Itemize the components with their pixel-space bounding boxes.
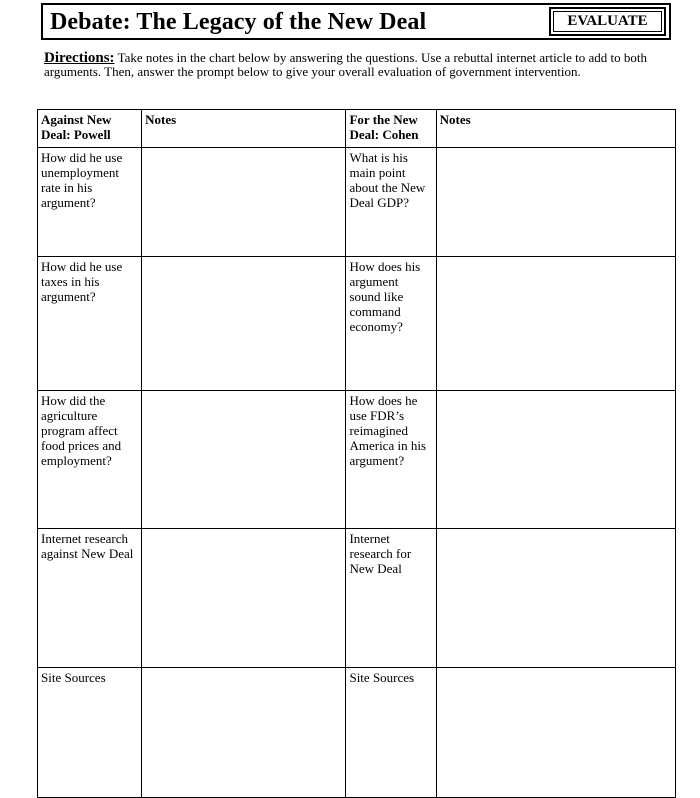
evaluate-badge-label: EVALUATE [553, 11, 662, 32]
notes-cell-for[interactable] [436, 148, 675, 257]
table-row [38, 257, 676, 391]
directions-label: Directions: [44, 50, 115, 66]
notes-cell-against[interactable] [142, 668, 346, 798]
table-row [38, 391, 676, 529]
against-prompt: How did he use unemployment rate in his argument? [38, 148, 142, 257]
against-prompt: Internet research against New Deal [38, 529, 142, 668]
against-prompt: How did he use taxes in his argument? [38, 257, 142, 391]
for-prompt: How does his argument sound like command economy? [346, 257, 436, 391]
notes-cell-for[interactable] [436, 391, 675, 529]
notes-cell-against[interactable] [142, 148, 346, 257]
for-prompt: How does he use FDR’s reimagined America in his argument? [346, 391, 436, 529]
debate-notes-table [37, 109, 676, 798]
header-for: For the New Deal: Cohen [346, 110, 436, 148]
notes-cell-against[interactable] [142, 391, 346, 529]
table-row [38, 668, 676, 798]
table-header-row [38, 110, 676, 148]
for-prompt: Site Sources [346, 668, 436, 798]
header-against: Against New Deal: Powell [38, 110, 142, 148]
table-row [38, 529, 676, 668]
header-notes-against: Notes [142, 110, 346, 148]
page-title: Debate: The Legacy of the New Deal [50, 9, 427, 35]
directions-text: Take notes in the chart below by answering the questions. Use a rebuttal internet article to add to both arguments. Then, answer the prompt below to give your overall evaluation of government intervention. [44, 50, 647, 79]
header-notes-for: Notes [436, 110, 675, 148]
against-prompt: Site Sources [38, 668, 142, 798]
for-prompt: Internet research for New Deal [346, 529, 436, 668]
table-row [38, 148, 676, 257]
notes-cell-for[interactable] [436, 529, 675, 668]
title-box [41, 3, 671, 40]
against-prompt: How did the agriculture program affect food prices and employment? [38, 391, 142, 529]
notes-cell-for[interactable] [436, 668, 675, 798]
directions [44, 51, 684, 79]
notes-cell-for[interactable] [436, 257, 675, 391]
notes-cell-against[interactable] [142, 529, 346, 668]
for-prompt: What is his main point about the New Deal GDP? [346, 148, 436, 257]
evaluate-badge [549, 7, 666, 36]
notes-cell-against[interactable] [142, 257, 346, 391]
